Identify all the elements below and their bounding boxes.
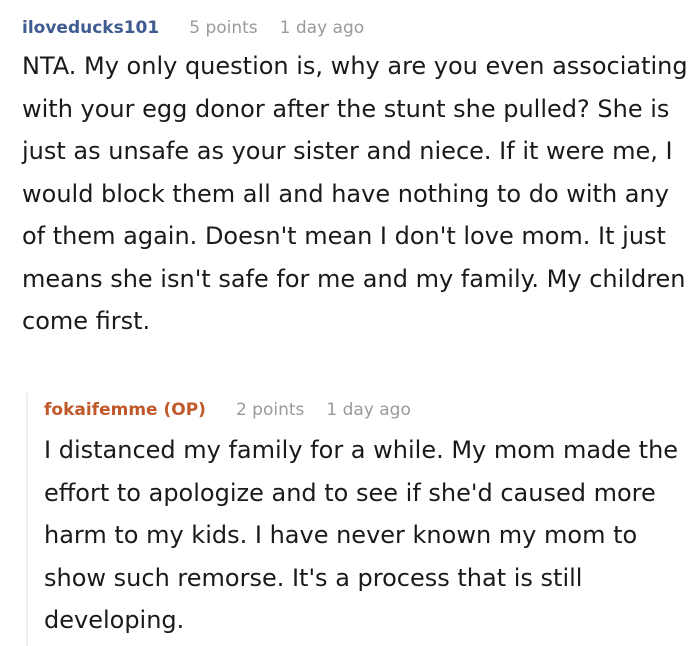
comment-points: 5 points <box>189 18 258 38</box>
reply-thread-line[interactable] <box>26 393 28 646</box>
comment-author[interactable]: fokaifemme (OP) <box>44 400 206 420</box>
comment-meta <box>22 18 692 44</box>
comment-author[interactable]: iloveducks101 <box>22 18 160 38</box>
comment <box>22 18 692 343</box>
comment-timestamp[interactable]: 1 day ago <box>279 18 365 38</box>
comment-meta <box>44 400 694 426</box>
comment-body: NTA. My only question is, why are you even associating with your egg donor after the stunt she pulled? She is just as unsafe as your sister and niece. If it were me, I would block them all and have nothing to do with any of them again. Doesn't mean I don't love mom. It just means she isn't safe for me and my family. My children come first. <box>22 52 688 335</box>
comment-body: I distanced my family for a while. My mom made the effort to apologize and to see if she'd caused more harm to my kids. I have never known my mom to show such remorse. It's a process that is still developing. <box>44 436 679 634</box>
comment-timestamp[interactable]: 1 day ago <box>326 400 411 420</box>
comment-points: 2 points <box>235 400 305 420</box>
reply-comment <box>44 400 694 642</box>
